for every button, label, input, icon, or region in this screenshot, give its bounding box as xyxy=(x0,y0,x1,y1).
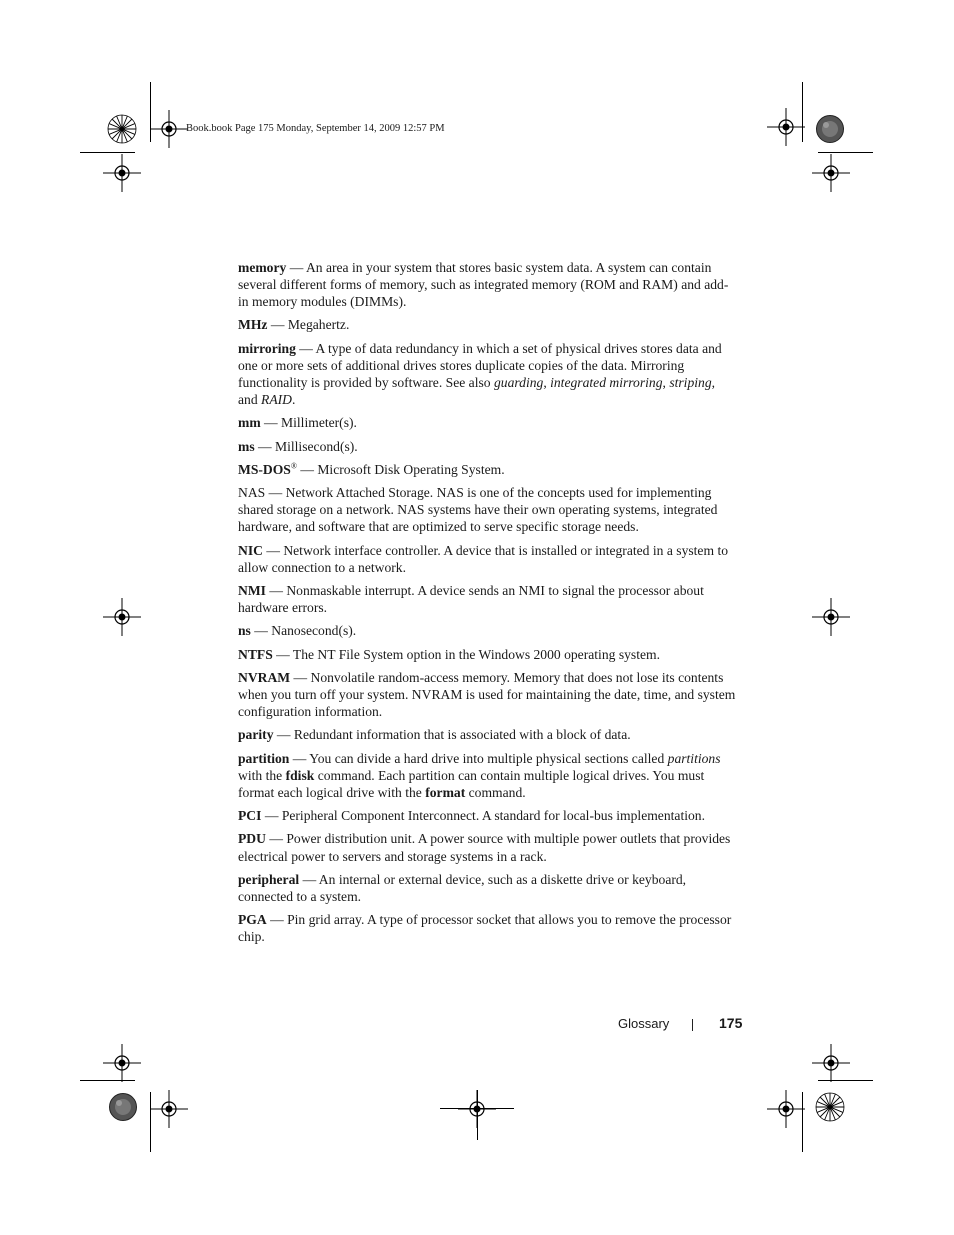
starburst-target-icon xyxy=(107,114,137,144)
glossary-term: PGA xyxy=(238,912,267,928)
text-fragment: command. Each partition can contain multiple logical drives. You must format each logical drive with the xyxy=(238,767,705,800)
glossary-definition: — Megahertz. xyxy=(267,317,350,333)
glossary-term: mm xyxy=(238,415,261,431)
glossary-entry xyxy=(238,316,738,333)
glossary-definition: — Redundant information that is associated with a block of data. xyxy=(273,727,631,743)
glossary-term: NAS xyxy=(238,485,266,501)
glossary-term: partition xyxy=(238,750,290,766)
glossary-entries xyxy=(238,259,738,952)
glossary-term: peripheral xyxy=(238,871,300,887)
glossary-definition: — Nonvolatile random-access memory. Memory that does not lose its contents when you turn off your system. NVRAM is used for maintaining the date, time, and system configuration information. xyxy=(238,669,736,720)
glossary-term: NVRAM xyxy=(238,669,291,685)
registration-mark-icon xyxy=(150,1090,188,1128)
cross-reference: striping xyxy=(669,374,712,390)
glossary-definition: — The NT File System option in the Windows 2000 operating system. xyxy=(272,646,660,662)
glossary-term: parity xyxy=(238,727,274,743)
glossary-term: ns xyxy=(238,623,251,639)
registration-mark-icon xyxy=(103,598,141,636)
crop-line xyxy=(80,152,135,153)
registration-mark-icon xyxy=(767,1090,805,1128)
glossary-definition: — Network interface controller. A device that is installed or integrated in a system to allow connection to a network. xyxy=(238,542,729,575)
glossary-term: ms xyxy=(238,438,255,454)
registration-mark-icon xyxy=(103,154,141,192)
glossary-entry xyxy=(238,414,738,431)
registration-mark-icon xyxy=(812,598,850,636)
separator: , xyxy=(543,374,551,390)
registration-mark-icon xyxy=(812,1044,850,1082)
glossary-term: PDU xyxy=(238,831,266,847)
glossary-entry xyxy=(238,259,738,310)
footer-divider xyxy=(692,1019,693,1031)
separator: , and xyxy=(238,374,716,408)
glossary-term: MHz xyxy=(238,317,268,333)
glossary-entry xyxy=(238,340,738,408)
glossary-definition: — Pin grid array. A type of processor socket that allows you to remove the processor chip. xyxy=(238,912,732,945)
glossary-term: PCI xyxy=(238,808,262,824)
registered-mark: ® xyxy=(290,461,297,471)
glossary-term: NTFS xyxy=(238,646,273,662)
cross-reference: RAID xyxy=(261,392,292,408)
glossary-definition: — An area in your system that stores basic system data. A system can contain several different forms of memory, such as integrated memory (ROM and RAM) and add-in memory modules (DIMMs). xyxy=(238,260,729,310)
glossary-definition: — Nonmaskable interrupt. A device sends an NMI to signal the processor about hardware errors. xyxy=(238,583,704,616)
gray-target-icon xyxy=(815,114,845,144)
crop-line xyxy=(477,1090,478,1140)
cross-reference: integrated mirroring xyxy=(550,374,663,390)
separator: , xyxy=(662,374,670,390)
glossary-term: NIC xyxy=(238,542,263,558)
cross-reference: guarding xyxy=(493,374,544,390)
glossary-entry xyxy=(238,542,738,576)
command-name: fdisk xyxy=(285,767,315,783)
glossary-term: MS-DOS xyxy=(238,461,291,477)
glossary-entry xyxy=(238,669,738,720)
glossary-definition: — Millimeter(s). xyxy=(260,415,357,431)
glossary-entry xyxy=(238,461,738,478)
glossary-entry xyxy=(238,622,738,639)
page-number: 175 xyxy=(719,1015,743,1031)
print-slug: Book.book Page 175 Monday, September 14, 2009 12:57 PM xyxy=(186,123,445,134)
sentence-end: . xyxy=(291,392,296,408)
glossary-entry xyxy=(238,750,738,801)
glossary-term: NMI xyxy=(238,583,266,598)
glossary-definition: — Peripheral Component Interconnect. A standard for local-bus implementation. xyxy=(261,808,705,824)
glossary-definition: — A type of data redundancy in which a set of physical drives stores data and one or more sets of additional drives stores duplicate copies of the data. Mirroring functionality is provided by software. See also xyxy=(238,340,722,390)
glossary-entry xyxy=(238,726,738,743)
registration-mark-icon xyxy=(767,108,805,146)
registration-mark-icon xyxy=(150,110,188,148)
glossary-entry xyxy=(238,830,738,864)
glossary-definition: — Nanosecond(s). xyxy=(250,623,357,639)
glossary-definition: — Microsoft Disk Operating System. xyxy=(296,461,505,477)
glossary-entry xyxy=(238,871,738,905)
starburst-target-icon xyxy=(815,1092,845,1122)
glossary-entry xyxy=(238,484,738,535)
glossary-term: memory xyxy=(238,260,287,275)
defined-term: partitions xyxy=(667,750,721,766)
registration-mark-icon xyxy=(812,154,850,192)
glossary-definition: — Millisecond(s). xyxy=(254,438,358,454)
glossary-definition: — An internal or external device, such as a diskette drive or keyboard, connected to a system. xyxy=(238,871,687,904)
glossary-entry xyxy=(238,438,738,455)
glossary-term: mirroring xyxy=(238,340,296,356)
sentence-end: command. xyxy=(465,784,526,800)
glossary-definition: — You can divide a hard drive into multiple physical sections called xyxy=(289,750,668,766)
glossary-definition: — Power distribution unit. A power source with multiple power outlets that provides electrical power to servers and storage systems in a rack. xyxy=(238,831,731,864)
registration-mark-icon xyxy=(103,1044,141,1082)
gray-target-icon xyxy=(108,1092,138,1122)
command-name: format xyxy=(425,784,466,800)
glossary-definition: — Network Attached Storage. NAS is one of the concepts used for implementing shared storage on a network. NAS systems have their own operating systems, integrated hardware, and software that are optimized to serve specific storage needs. xyxy=(238,485,718,535)
footer-section-title: Glossary xyxy=(618,1016,670,1031)
glossary-entry xyxy=(238,807,738,824)
glossary-entry xyxy=(238,582,738,616)
text-fragment: with the xyxy=(238,767,286,783)
glossary-entry xyxy=(238,911,738,945)
crop-line xyxy=(818,152,873,153)
glossary-entry xyxy=(238,646,738,663)
